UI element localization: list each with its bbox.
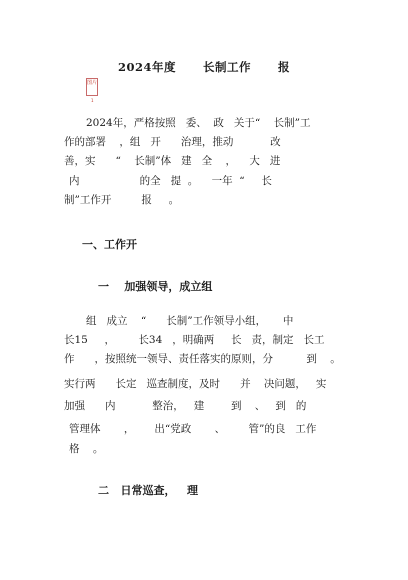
intro-line-1: 2024年，严格按照 委、 政 关于“ 长制”工 <box>86 117 311 129</box>
subsection-1-line-4: 实行两 长定 巡查制度，及时 并 决问题， 实 <box>64 378 327 390</box>
intro-line-4: 内 的全 提 。 一年 “ 长 <box>69 175 272 187</box>
subsection-1-line-3: 作 ，按照统一领导、责任落实的原则，分 到 。 <box>64 353 341 365</box>
subsection-1-line-1: 组 成立 “ 长制”工作领导小组， 中 <box>86 315 294 327</box>
subsection-2-heading: 二 日常巡查， 理 <box>98 484 198 497</box>
intro-line-5: 制”工作开 报 。 <box>64 194 180 206</box>
document-title: 2024年度 长制工作 报 <box>117 60 291 74</box>
subsection-1-line-2: 长15 ， 长34 ，明确两 长 责，制定 长工 <box>64 334 325 346</box>
subsection-1-heading: 一 加强领导，成立组 <box>98 280 213 293</box>
image-mark: 1 <box>91 98 94 103</box>
subsection-1-line-6: 管理体 ， 出“党政 、 管”的良 工作 <box>69 423 317 435</box>
intro-line-3: 善，实 “ 长制”体 建 全 ， 大 进 <box>64 155 281 167</box>
subsection-1-line-5: 加强 内 整治， 建 到 、 到 的 <box>64 400 307 412</box>
section-1-heading: 一、工作开 <box>82 238 137 251</box>
subsection-1-line-7: 格 。 <box>69 443 104 455</box>
image-placeholder-icon: 图片 <box>86 78 98 96</box>
intro-line-2: 作的部署 ，组 开 治理，推动 改 <box>64 136 281 148</box>
